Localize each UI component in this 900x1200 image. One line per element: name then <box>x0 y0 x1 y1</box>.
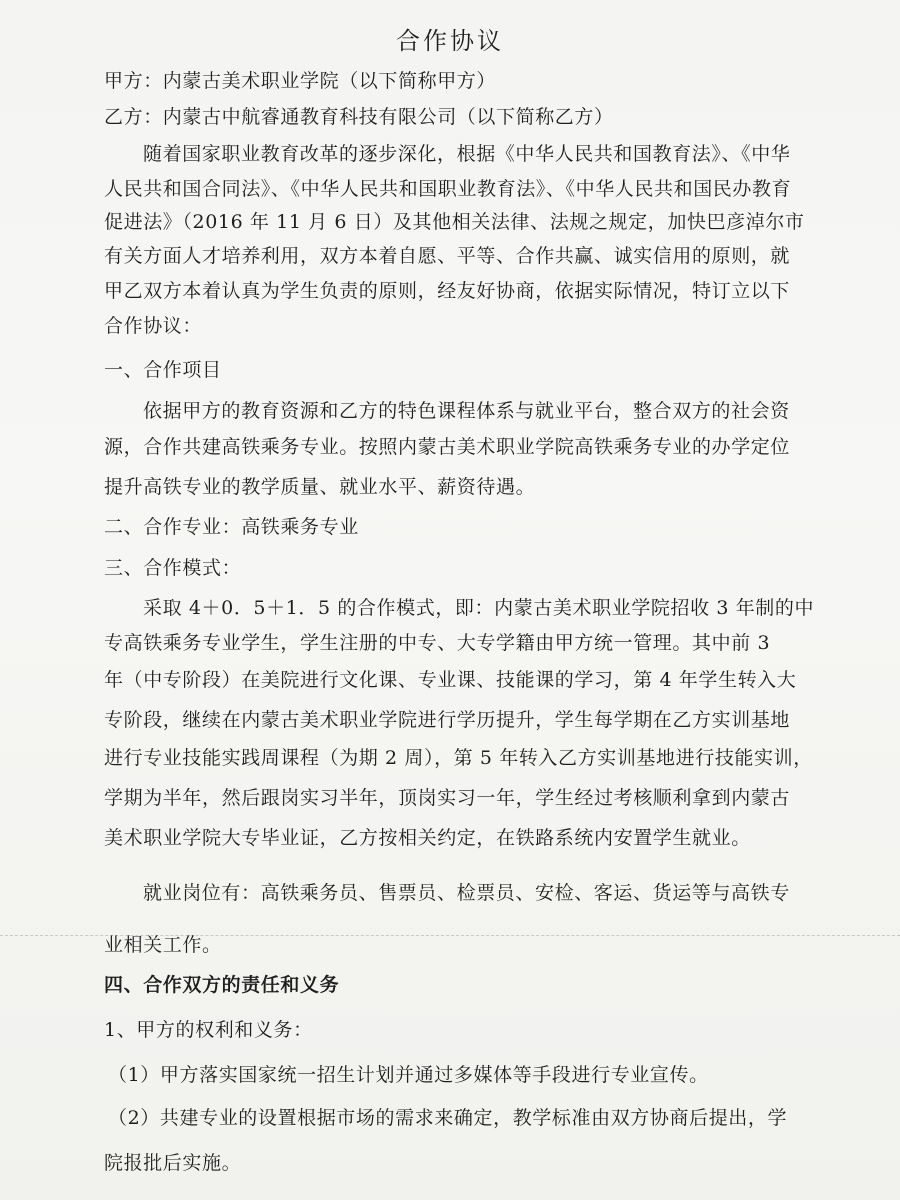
section-3-line-7: 美术职业学院大专毕业证，乙方按相关约定，在铁路系统内安置学生就业。 <box>104 827 751 849</box>
section-3-line-4: 专阶段，继续在内蒙古美术职业学院进行学历提升，学生每学期在乙方实训基地 <box>104 709 791 731</box>
section-1-line-3: 提升高铁专业的教学质量、就业水平、薪资待遇。 <box>104 476 536 498</box>
jobs-line-1: 就业岗位有：高铁乘务员、售票员、检票员、安检、客运、货运等与高铁专 <box>143 882 790 904</box>
party-a-line: 甲方：内蒙古美术职业学院（以下简称甲方） <box>104 70 497 92</box>
section-3-line-2: 专高铁乘务专业学生，学生注册的中专、大专学籍由甲方统一管理。其中前 3 <box>104 632 771 654</box>
preamble-line-1: 随着国家职业教育改革的逐步深化，根据《中华人民共和国教育法》、《中华 <box>143 143 791 165</box>
section-1-line-2: 源，合作共建高铁乘务专业。按照内蒙古美术职业学院高铁乘务专业的办学定位 <box>104 436 791 458</box>
preamble-line-6: 合作协议： <box>104 315 203 337</box>
party-b-line: 乙方：内蒙古中航睿通教育科技有限公司（以下简称乙方） <box>104 106 614 128</box>
preamble-line-5: 甲乙双方本着认真为学生负责的原则，经友好协商，依据实际情况，特订立以下 <box>104 280 791 302</box>
section-2-heading: 二、合作专业：高铁乘务专业 <box>104 516 359 538</box>
section-1-heading: 一、合作项目 <box>104 359 222 381</box>
document-title: 合作协议 <box>396 27 504 55</box>
section-4-sub-1: 1、甲方的权利和义务： <box>104 1019 313 1041</box>
section-3-line-6: 学期为半年，然后跟岗实习半年，顶岗实习一年，学生经过考核顺利拿到内蒙古 <box>104 787 791 809</box>
section-3-line-3: 年（中专阶段）在美院进行文化课、专业课、技能课的学习，第 4 年学生转入大 <box>104 669 797 691</box>
section-4-heading: 四、合作双方的责任和义务 <box>104 974 340 996</box>
preamble-line-3: 促进法》（2016 年 11 月 6 日）及其他相关法律、法规之规定，加快巴彦淖尔市 <box>104 211 805 233</box>
section-3-line-1: 采取 4＋0．5＋1．5 的合作模式，即：内蒙古美术职业学院招收 3 年制的中 <box>143 597 815 619</box>
preamble-line-4: 有关方面人才培养利用，双方本着自愿、平等、合作共赢、诚实信用的原则，就 <box>104 245 791 267</box>
section-1-line-1: 依据甲方的教育资源和乙方的特色课程体系与就业平台，整合双方的社会资 <box>143 400 790 422</box>
section-4-item-2: （2）共建专业的设置根据市场的需求来确定，教学标准由双方协商后提出，学 <box>108 1107 788 1129</box>
section-4-item-2-cont: 院报批后实施。 <box>104 1152 242 1174</box>
section-4-item-1: （1）甲方落实国家统一招生计划并通过多媒体等手段进行专业宣传。 <box>108 1064 709 1086</box>
section-3-heading: 三、合作模式： <box>104 557 242 579</box>
jobs-line-2: 业相关工作。 <box>104 934 222 956</box>
section-3-line-5: 进行专业技能实践周课程（为期 2 周），第 5 年转入乙方实训基地进行技能实训， <box>104 747 813 769</box>
preamble-line-2: 人民共和国合同法》、《中华人民共和国职业教育法》、《中华人民共和国民办教育 <box>104 178 792 200</box>
